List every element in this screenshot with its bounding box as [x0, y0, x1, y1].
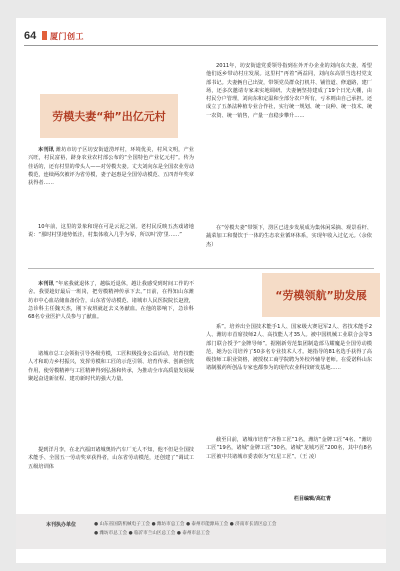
header-rule	[24, 45, 378, 46]
article-paragraph	[206, 436, 372, 486]
paragraph-text: 系”。培养出全国技术能手1人、国家级大赛冠军2人、省技术能手2人、潍坊市首席技师2人、高技能人才35人。被中国机械工业联合会等3部门联合授予“金牌导师”。据刚新劳范集团制造部马耀魔是全国劳动模范，她为公司培养了50多名专业技术人才。她指导的81名选手获得了高级技师工职业资格，被授权工商学院聘为外校外辅导老师。在爱诺科山东诸制服药所创品专家也都参为的现代农业科技研发基地……	[206, 324, 372, 372]
paragraph-text: 在“劳模夫妻”带领下，涝区已进步发展成为集休闲采摘、观景看杆、蔬菜加工和餐饮于一体的生态农业循环体系，实现年收入过亿元。（余依杰）	[206, 225, 372, 248]
lead-label: 本刊讯	[38, 281, 54, 287]
article-title-box	[262, 273, 380, 317]
paragraph-text: 提到洋月李，在北汽福田诸城奥铃汽车厂无人不知，他不但是全国技术能手、全国五一劳动奖章获得者，山东省劳动模范，还创建了“调试工五级培训体	[28, 447, 194, 470]
article-title: 劳模夫妻“种”出亿元村	[52, 110, 166, 123]
column-editor: 栏目编辑/高红青	[294, 496, 331, 502]
footer-label: 本刊执办单位	[46, 522, 77, 528]
paragraph-text: 截至目前，诸城市培育“齐鲁工匠”1名，潍坊“金牌工匠”4名、“潍坊工匠”19名，诸城“金牌工匠”30名，诸城“龙城巧匠”200名，其中有8名工匠被中共诸城市委表彰为“红星工匠”。（王 凌）	[206, 437, 372, 460]
sponsor-list: ● 潍坊市总工会 ● 临沂市兰山区总工会 ● 泰州市总工会	[94, 531, 210, 536]
section-brand: 厦门创工	[50, 32, 84, 41]
header-accent-mark	[42, 31, 47, 40]
magazine-page	[16, 18, 386, 563]
section-divider	[28, 268, 374, 269]
article-paragraph	[28, 350, 194, 442]
paragraph-text: “年底我就退休了，越临近退休，越让我感受到时间工作的不舍。我要趁好最后一班岗，把劳模精神传承下去。”日前，在得知山东潍坊市中心血站储血备份告，山东省劳动模范、诸城市人民医院院长赵澄，急诊科主任魏天杰，刚下夜班就赶去义务献血。在他的影响下，急诊科68名专业医护人员参与了献血。	[28, 281, 194, 321]
article-title-box	[40, 94, 178, 138]
article-paragraph	[28, 446, 194, 496]
article-title: “劳模领航”助发展	[275, 289, 367, 302]
paragraph-text: 10年前，这里的景象和现在可是云泥之别。老村民反映五杰戏诸地说：“那时村里地势低洼，村集体收入几乎为零，所以叫‘涝’里……”	[28, 224, 194, 239]
article-paragraph	[206, 224, 372, 258]
article-paragraph	[206, 323, 372, 433]
lead-label: 本刊讯	[38, 147, 54, 153]
paragraph-text: 诸城市总工会领衔引导各级劳模，工匠积极投身公益活动，培育技能人才和助力乡村振兴，发挥劳模和工匠的示范引领、培育传承、创新创优作用，使劳模精神与工匠精神得到弘扬和传承，为推动全市高质量发展凝聚起奋进新征程、建功新时代的强大力量。	[28, 351, 194, 382]
paragraph-text: 2011年，坊安街道党委领导指到在外开办企业的刘向东夫妻，希望他们返乡带动村庄发展。这里村“再着”两益同，刘向东高票当选村党支部书记。夫妻俩自己出资，带领党员群众打机井、铺管道、修道路，建厂场，还多次邀请专家来实地调研。夫妻俩坚持建成了19个日光大棚，由村民分户管理，刘向东和定温和全部分农户所有，亏本则由自己承担。还成立了五条法种植专业合作社，实行统一规划、统一良种、统一技术、统一农资、统一销售，产量一直稳步攀升……	[206, 63, 372, 119]
sponsor-list: ● 山东省国防机械电子工会 ● 潍坊市总工会 ● 泰州市能源局工会 ● 济南市长清区总工会	[94, 522, 277, 527]
article-paragraph	[28, 280, 194, 346]
article-paragraph	[28, 146, 194, 221]
sponsor-footer	[16, 514, 386, 549]
paragraph-text: 潍坊市坊子区坊安街道涝坪村，环境优美，村风文明，产业兴旺，村民富裕，跻身农业农村部公布的“全国特色产业亿元村”。传为佳话的，还有村里的带头人——对劳模夫妻。丈夫刘向东是全国农业劳动模范，连续两次被评为省劳模，妻子赵惠是全国劳动模范、五四青年奖章获得者……	[28, 147, 194, 187]
page-number: 64	[24, 30, 37, 42]
article-paragraph	[28, 223, 194, 257]
article-paragraph	[206, 62, 372, 222]
